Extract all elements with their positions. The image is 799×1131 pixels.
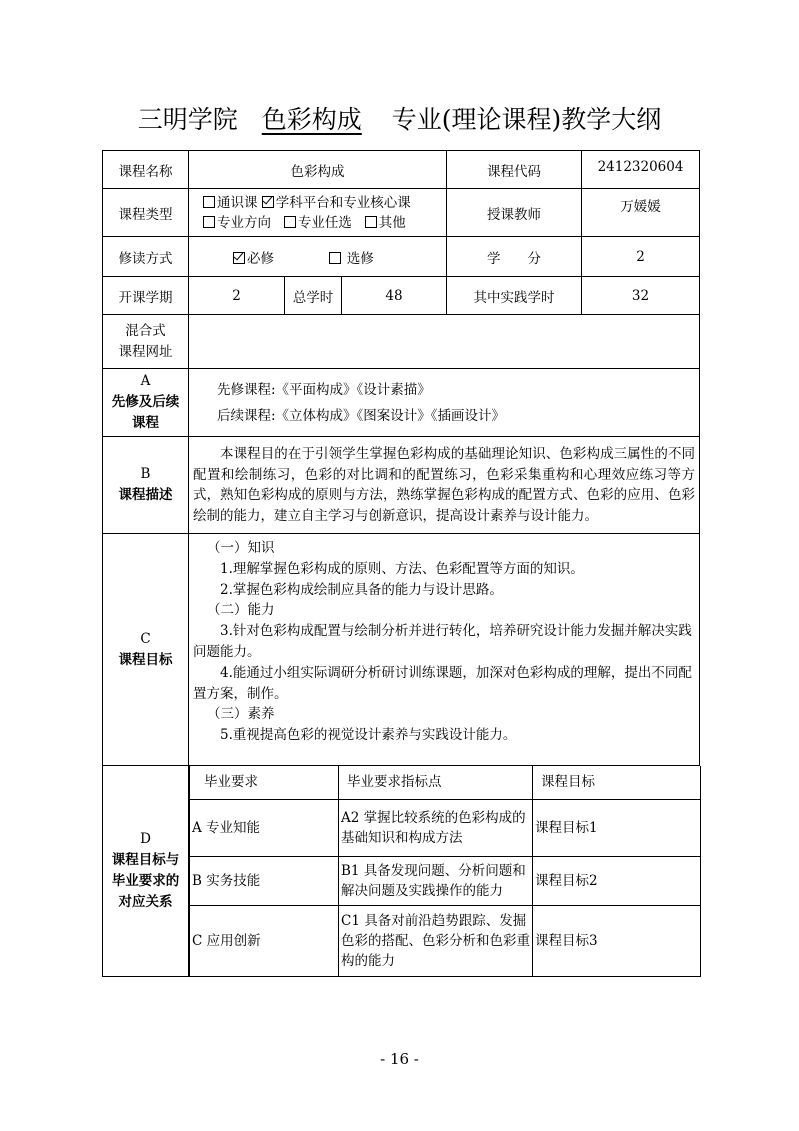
mapping-table (189, 766, 701, 977)
option-required: 必修 (247, 250, 274, 267)
course-type-label: 课程类型 (103, 189, 189, 237)
goal-1: 1.理解掌握色彩构成的原则、方法、色彩配置等方面的知识。 (220, 560, 584, 577)
checkbox-general (203, 196, 215, 208)
option-optional: 选修 (346, 250, 374, 267)
course-code-value: 2412320604 (582, 151, 700, 189)
course-description: 本课程目的在于引领学生掌握色彩构成的基础理论知识、色彩构成三属性的不同配置和绘制练习，色彩的对比调和的配置练习，色彩采集重构和心理效应练习等方式，熟知色彩构成的原则与方法，熟练掌握色彩构成的配置方式、色彩的应用、色彩绘制的能力，建立自主学习与创新意识，提高设计素养与设计能力。 (193, 446, 696, 524)
prereq-courses: 先修课程:《平面构成》《设计素描》 (217, 381, 431, 398)
goal-heading-ability: （二）能力 (207, 602, 275, 619)
indicator-cell: B1 具备发现问题、分析问题和解决问题及实践操作的能力 (339, 856, 533, 905)
credit-label: 学 分 (447, 237, 582, 277)
indicator-cell: A2 掌握比较系统的色彩构成的基础知识和构成方法 (339, 799, 533, 856)
semester-label: 开课学期 (103, 277, 189, 315)
goal-4: 4.能通过小组实际调研分析研讨训练课题，加深对色彩构成的理解，提出不同配置方案，制作。 (193, 664, 692, 702)
section-c-content (189, 534, 700, 766)
course-name-value: 色彩构成 (189, 151, 447, 189)
table-row (190, 905, 701, 976)
goal-heading-knowledge: （一）知识 (207, 540, 275, 556)
hybrid-url-value (189, 315, 700, 369)
study-mode-label: 修读方式 (103, 237, 189, 277)
requirement-cell: A 专业知能 (190, 799, 339, 856)
section-b-label: B 课程描述 (103, 437, 189, 534)
section-b-content (189, 437, 700, 534)
title-suffix: 专业(理论课程)教学大纲 (391, 105, 662, 134)
course-type-options (189, 189, 447, 237)
major-name: 色彩构成 (261, 105, 362, 134)
goal-cell: 课程目标3 (533, 905, 701, 976)
indicator-cell: C1 具备对前沿趋势跟踪、发掘色彩的搭配、色彩分析和色彩重构的能力 (339, 905, 533, 976)
total-hours-label: 总学时 (285, 277, 342, 315)
page-number: - 16 - (380, 1050, 419, 1068)
school-name: 三明学院 (137, 105, 238, 134)
goal-cell: 课程目标1 (533, 799, 701, 856)
option-other: 其他 (378, 214, 406, 231)
section-a-label: A 先修及后续 课程 (103, 369, 189, 437)
total-hours-value: 48 (342, 277, 447, 315)
checkbox-required-checked (233, 252, 245, 264)
option-direction: 专业方向 (217, 214, 271, 231)
hybrid-url-label: 混合式 课程网址 (103, 315, 189, 369)
course-name-label: 课程名称 (103, 151, 189, 189)
checkbox-direction (203, 216, 215, 228)
header-requirement: 毕业要求 (190, 766, 339, 799)
checkbox-elective (284, 216, 296, 228)
header-goal: 课程目标 (533, 766, 701, 799)
option-elective: 专业任选 (297, 214, 352, 231)
page-title (0, 100, 799, 136)
checkbox-other (365, 216, 377, 228)
option-core: 学科平台和专业核心课 (275, 194, 411, 211)
requirement-cell: B 实务技能 (190, 856, 339, 905)
checkbox-optional (329, 252, 341, 264)
section-c-label: C 课程目标 (103, 534, 189, 766)
option-general: 通识课 (217, 194, 258, 211)
teacher-value: 万媛媛 (582, 189, 700, 237)
table-row (190, 799, 701, 856)
goal-heading-literacy: （三）素养 (207, 706, 275, 723)
goal-2: 2.掌握色彩构成绘制应具备的能力与设计思路。 (220, 581, 503, 598)
goal-5: 5.重视提高色彩的视觉设计素养与实践设计能力。 (220, 727, 517, 744)
practice-hours-label: 其中实践学时 (447, 277, 582, 315)
follow-courses: 后续课程:《立体构成》《图案设计》《插画设计》 (217, 407, 506, 424)
header-indicator: 毕业要求指标点 (339, 766, 533, 799)
goal-cell: 课程目标2 (533, 856, 701, 905)
section-d-content (189, 766, 700, 977)
section-d-label: D 课程目标与 毕业要求的 对应关系 (103, 766, 189, 977)
syllabus-table (102, 150, 700, 977)
credit-value: 2 (582, 237, 700, 277)
section-a-content (189, 369, 700, 437)
goal-3: 3.针对色彩构成配置与绘制分析并进行转化，培养研究设计能力发掘并解决实践问题能力。 (193, 623, 692, 660)
requirement-cell: C 应用创新 (190, 905, 339, 976)
teacher-label: 授课教师 (447, 189, 582, 237)
semester-value: 2 (189, 277, 285, 315)
practice-hours-value: 32 (582, 277, 700, 315)
course-code-label: 课程代码 (447, 151, 582, 189)
table-row (190, 856, 701, 905)
checkbox-core-checked (262, 196, 274, 208)
study-mode-options (189, 237, 447, 277)
